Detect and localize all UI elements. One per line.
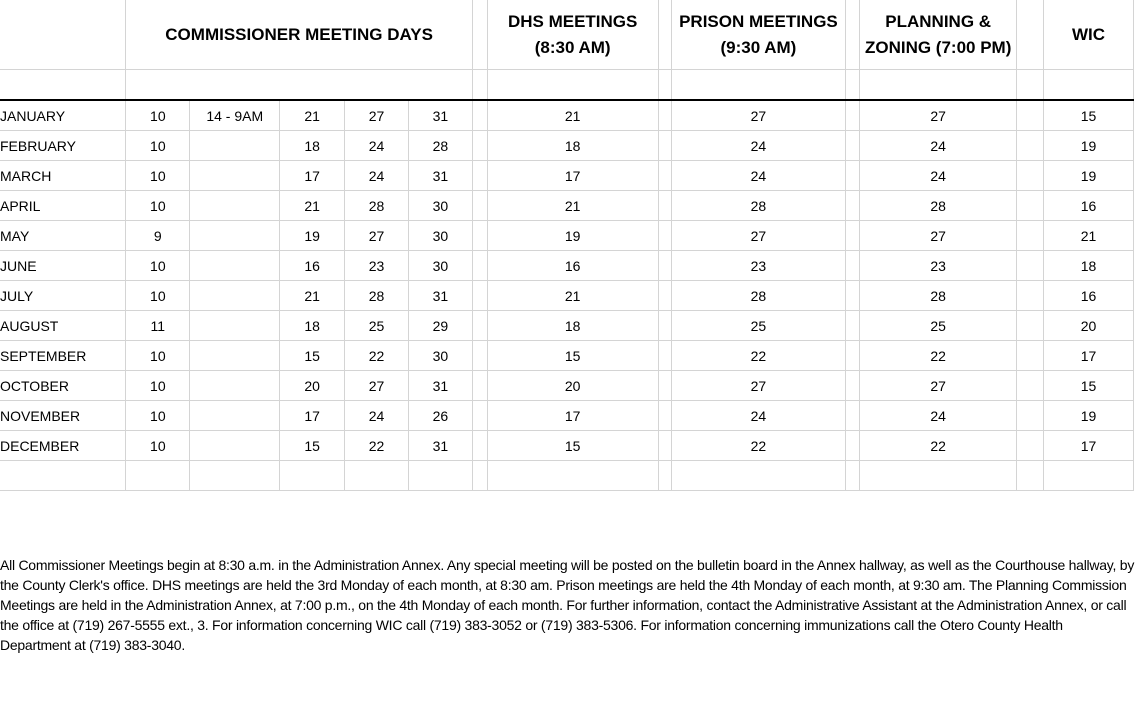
spacer-cell <box>658 221 671 251</box>
spacer-cell <box>1017 311 1044 341</box>
table-row <box>0 251 1134 281</box>
prison-meeting-cell: 27 <box>671 371 846 401</box>
spacer-cell <box>1017 401 1044 431</box>
commissioner-day-2-cell <box>190 371 280 401</box>
commissioner-day-1-cell: 10 <box>126 191 190 221</box>
commissioner-day-4-cell: 24 <box>345 161 409 191</box>
month-cell: JULY <box>0 281 126 311</box>
spacer-cell <box>846 281 860 311</box>
table-row <box>0 221 1134 251</box>
commissioner-day-2-cell <box>190 191 280 221</box>
planning-zoning-cell: 27 <box>860 221 1017 251</box>
wic-cell: 17 <box>1044 341 1134 371</box>
spacer-cell <box>1017 0 1044 70</box>
planning-zoning-cell: 28 <box>860 191 1017 221</box>
planning-zoning-cell: 25 <box>860 311 1017 341</box>
commissioner-day-4-cell: 24 <box>345 131 409 161</box>
wic-cell: 15 <box>1044 371 1134 401</box>
wic-cell: 20 <box>1044 311 1134 341</box>
commissioner-day-1-cell: 10 <box>126 341 190 371</box>
commissioner-day-2-cell <box>190 401 280 431</box>
spacer-cell <box>846 311 860 341</box>
spacer-cell <box>658 431 671 461</box>
commissioner-day-5-cell: 30 <box>408 251 472 281</box>
month-cell: OCTOBER <box>0 371 126 401</box>
commissioner-day-5-cell: 31 <box>408 371 472 401</box>
dhs-meeting-cell: 17 <box>487 401 658 431</box>
dhs-meetings-header: DHS MEETINGS (8:30 AM) <box>487 0 658 70</box>
month-cell: NOVEMBER <box>0 401 126 431</box>
spacer-cell <box>846 341 860 371</box>
spacer-cell <box>846 0 860 70</box>
spacer-cell <box>1017 281 1044 311</box>
spacer-cell <box>472 221 487 251</box>
spacer-cell <box>846 221 860 251</box>
month-cell: JANUARY <box>0 100 126 131</box>
commissioner-day-1-cell: 10 <box>126 100 190 131</box>
commissioner-day-3-cell: 20 <box>280 371 345 401</box>
commissioner-day-5-cell: 31 <box>408 161 472 191</box>
spacer-cell <box>658 341 671 371</box>
commissioner-day-2-cell: 14 - 9AM <box>190 100 280 131</box>
commissioner-day-4-cell: 27 <box>345 371 409 401</box>
spacer-cell <box>472 191 487 221</box>
spacer-cell <box>658 131 671 161</box>
commissioner-day-5-cell: 28 <box>408 131 472 161</box>
commissioner-day-5-cell: 26 <box>408 401 472 431</box>
commissioner-day-3-cell: 15 <box>280 431 345 461</box>
spacer-cell <box>846 371 860 401</box>
prison-meeting-cell: 28 <box>671 281 846 311</box>
header-row <box>0 0 1134 70</box>
spacer-cell <box>472 161 487 191</box>
dhs-meeting-cell: 15 <box>487 341 658 371</box>
table-row <box>0 191 1134 221</box>
prison-meeting-cell: 24 <box>671 161 846 191</box>
prison-meeting-cell: 22 <box>671 431 846 461</box>
commissioner-day-5-cell: 30 <box>408 341 472 371</box>
empty-row <box>0 461 1134 491</box>
commissioner-day-4-cell: 22 <box>345 431 409 461</box>
commissioner-day-5-cell: 31 <box>408 100 472 131</box>
spacer-cell <box>1017 251 1044 281</box>
commissioner-day-1-cell: 10 <box>126 431 190 461</box>
commissioner-day-4-cell: 28 <box>345 281 409 311</box>
dhs-meeting-cell: 21 <box>487 191 658 221</box>
table-row <box>0 371 1134 401</box>
wic-cell: 15 <box>1044 100 1134 131</box>
planning-zoning-cell: 28 <box>860 281 1017 311</box>
spacer-cell <box>1017 221 1044 251</box>
table-row <box>0 311 1134 341</box>
commissioner-day-4-cell: 27 <box>345 100 409 131</box>
commissioner-day-4-cell: 24 <box>345 401 409 431</box>
header-subrow <box>0 70 1134 101</box>
spacer-cell <box>658 281 671 311</box>
spacer-cell <box>846 401 860 431</box>
prison-meeting-cell: 25 <box>671 311 846 341</box>
commissioner-day-4-cell: 22 <box>345 341 409 371</box>
wic-cell: 18 <box>1044 251 1134 281</box>
commissioner-day-2-cell <box>190 341 280 371</box>
commissioner-day-3-cell: 17 <box>280 401 345 431</box>
month-cell: SEPTEMBER <box>0 341 126 371</box>
spacer-cell <box>1017 161 1044 191</box>
commissioner-day-1-cell: 10 <box>126 161 190 191</box>
month-cell: APRIL <box>0 191 126 221</box>
commissioner-day-4-cell: 23 <box>345 251 409 281</box>
table-row <box>0 431 1134 461</box>
commissioner-day-2-cell <box>190 221 280 251</box>
spacer-cell <box>472 0 487 70</box>
prison-meeting-cell: 22 <box>671 341 846 371</box>
commissioner-day-4-cell: 25 <box>345 311 409 341</box>
spacer-cell <box>846 100 860 131</box>
wic-cell: 21 <box>1044 221 1134 251</box>
prison-meeting-cell: 24 <box>671 401 846 431</box>
commissioner-day-1-cell: 10 <box>126 251 190 281</box>
planning-zoning-cell: 24 <box>860 401 1017 431</box>
table-row <box>0 341 1134 371</box>
prison-meeting-cell: 27 <box>671 100 846 131</box>
dhs-meeting-cell: 17 <box>487 161 658 191</box>
commissioner-day-2-cell <box>190 161 280 191</box>
table-row <box>0 281 1134 311</box>
commissioner-day-1-cell: 10 <box>126 131 190 161</box>
spacer-cell <box>472 401 487 431</box>
dhs-meeting-cell: 21 <box>487 281 658 311</box>
spacer-cell <box>472 251 487 281</box>
spacer-cell <box>472 341 487 371</box>
commissioner-day-2-cell <box>190 281 280 311</box>
spacer-cell <box>472 281 487 311</box>
commissioner-day-2-cell <box>190 431 280 461</box>
spacer-cell <box>846 251 860 281</box>
header-month-cell <box>0 0 126 70</box>
planning-zoning-header: PLANNING & ZONING (7:00 PM) <box>860 0 1017 70</box>
commissioner-day-3-cell: 18 <box>280 131 345 161</box>
wic-header: WIC <box>1044 0 1134 70</box>
commissioner-day-2-cell <box>190 311 280 341</box>
spacer-cell <box>658 191 671 221</box>
commissioner-day-5-cell: 29 <box>408 311 472 341</box>
spacer-cell <box>472 431 487 461</box>
prison-meeting-cell: 27 <box>671 221 846 251</box>
spacer-cell <box>472 100 487 131</box>
commissioner-day-5-cell: 31 <box>408 281 472 311</box>
planning-zoning-cell: 22 <box>860 431 1017 461</box>
month-cell: DECEMBER <box>0 431 126 461</box>
month-cell: AUGUST <box>0 311 126 341</box>
dhs-meeting-cell: 18 <box>487 131 658 161</box>
commissioner-day-1-cell: 10 <box>126 281 190 311</box>
spacer-cell <box>472 311 487 341</box>
commissioner-day-1-cell: 9 <box>126 221 190 251</box>
dhs-meeting-cell: 19 <box>487 221 658 251</box>
commissioner-day-3-cell: 17 <box>280 161 345 191</box>
commissioner-day-5-cell: 31 <box>408 431 472 461</box>
commissioner-day-3-cell: 21 <box>280 191 345 221</box>
dhs-meeting-cell: 15 <box>487 431 658 461</box>
commissioner-day-3-cell: 21 <box>280 100 345 131</box>
spacer-cell <box>1017 341 1044 371</box>
commissioner-day-3-cell: 19 <box>280 221 345 251</box>
commissioner-day-4-cell: 28 <box>345 191 409 221</box>
meeting-notes-paragraph: All Commissioner Meetings begin at 8:30 a.m. in the Administration Annex. Any special meeting will be posted on the bulletin board in the Annex hallway, as well as the Courthouse hallway, by the County Clerk's office. DHS meetings are held the 3rd Monday of each month, at 8:30 am. Prison meetings are held the 4th Monday of each month, at 9:30 am. The Planning Commission Meetings are held in the Administration Annex, at 7:00 p.m., on the 4th Monday of each month. For further information, contact the Administrative Assistant at the Administration Annex, or call the office at (719) 267-5555 ext., 3. For information concerning WIC call (719) 383-3052 or (719) 383-5306. For information concerning immunizations call the Otero County Health Department at (719) 383-3040. <box>0 557 1135 653</box>
spacer-cell <box>658 161 671 191</box>
spacer-cell <box>658 100 671 131</box>
month-cell: MARCH <box>0 161 126 191</box>
spacer-cell <box>658 0 671 70</box>
table-row <box>0 100 1134 131</box>
planning-zoning-cell: 22 <box>860 341 1017 371</box>
commissioner-day-1-cell: 10 <box>126 401 190 431</box>
commissioner-day-5-cell: 30 <box>408 221 472 251</box>
dhs-meeting-cell: 16 <box>487 251 658 281</box>
wic-cell: 19 <box>1044 401 1134 431</box>
commissioner-day-4-cell: 27 <box>345 221 409 251</box>
wic-cell: 19 <box>1044 131 1134 161</box>
planning-zoning-cell: 24 <box>860 161 1017 191</box>
spacer-cell <box>658 251 671 281</box>
spacer-cell <box>472 131 487 161</box>
spacer-cell <box>1017 371 1044 401</box>
commissioner-meeting-days-header: COMMISSIONER MEETING DAYS <box>126 0 472 70</box>
spacer-cell <box>1017 431 1044 461</box>
wic-cell: 17 <box>1044 431 1134 461</box>
wic-cell: 19 <box>1044 161 1134 191</box>
spacer-cell <box>658 311 671 341</box>
commissioner-day-3-cell: 16 <box>280 251 345 281</box>
spacer-cell <box>846 161 860 191</box>
spacer-cell <box>472 371 487 401</box>
spacer-cell <box>658 401 671 431</box>
prison-meeting-cell: 28 <box>671 191 846 221</box>
planning-zoning-cell: 24 <box>860 131 1017 161</box>
commissioner-day-2-cell <box>190 251 280 281</box>
table-row <box>0 401 1134 431</box>
table-row <box>0 131 1134 161</box>
planning-zoning-cell: 23 <box>860 251 1017 281</box>
prison-meetings-header: PRISON MEETINGS (9:30 AM) <box>671 0 846 70</box>
prison-meeting-cell: 23 <box>671 251 846 281</box>
commissioner-day-3-cell: 18 <box>280 311 345 341</box>
month-cell: FEBRUARY <box>0 131 126 161</box>
planning-zoning-cell: 27 <box>860 371 1017 401</box>
spacer-cell <box>846 191 860 221</box>
month-cell: JUNE <box>0 251 126 281</box>
spacer-cell <box>658 371 671 401</box>
spacer-cell <box>846 131 860 161</box>
prison-meeting-cell: 24 <box>671 131 846 161</box>
spacer-cell <box>1017 100 1044 131</box>
commissioner-day-3-cell: 21 <box>280 281 345 311</box>
commissioner-day-5-cell: 30 <box>408 191 472 221</box>
dhs-meeting-cell: 18 <box>487 311 658 341</box>
planning-zoning-cell: 27 <box>860 100 1017 131</box>
spacer-cell <box>1017 191 1044 221</box>
dhs-meeting-cell: 21 <box>487 100 658 131</box>
spacer-cell <box>846 431 860 461</box>
commissioner-day-2-cell <box>190 131 280 161</box>
month-cell: MAY <box>0 221 126 251</box>
wic-cell: 16 <box>1044 191 1134 221</box>
table-row <box>0 161 1134 191</box>
commissioner-day-1-cell: 11 <box>126 311 190 341</box>
spacer-cell <box>1017 131 1044 161</box>
commissioner-day-3-cell: 15 <box>280 341 345 371</box>
wic-cell: 16 <box>1044 281 1134 311</box>
dhs-meeting-cell: 20 <box>487 371 658 401</box>
commissioner-day-1-cell: 10 <box>126 371 190 401</box>
